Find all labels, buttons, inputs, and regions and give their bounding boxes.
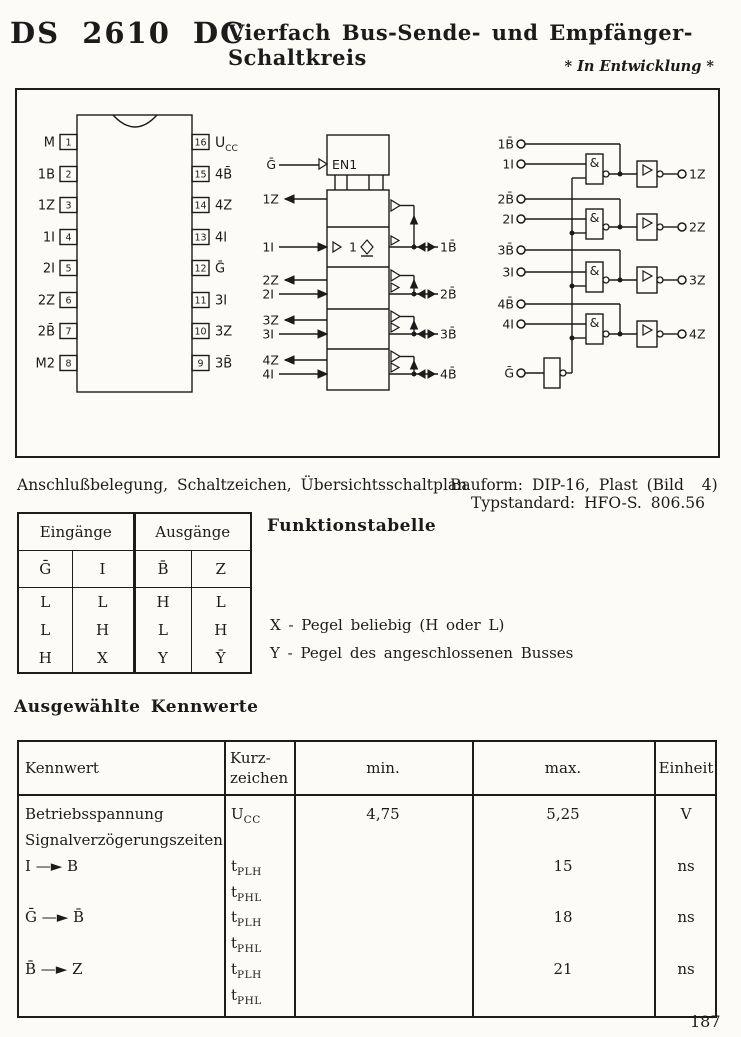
signal-label: 1I: [502, 156, 514, 172]
bauform-note: Bauform: DIP-16, Plast (Bild 4): [450, 476, 718, 494]
table-cell: H: [72, 616, 134, 644]
kennwerte-heading: Ausgewählte Kennwerte: [14, 697, 259, 717]
bus-label: 3B̄: [497, 242, 514, 258]
pin-number: 16: [194, 137, 207, 149]
table-cell: 5,25: [546, 805, 580, 823]
pin-label: 2B̄: [37, 324, 55, 340]
table-header-cell: Ḡ: [18, 551, 72, 588]
table-cell: 15: [553, 857, 573, 875]
table-cell: V: [680, 805, 692, 823]
table-cell-symbol: $U_{CC}$: [231, 805, 261, 826]
table-cell-symbol: $t_{PLH}$: [231, 960, 262, 981]
signal-label: 4I: [502, 316, 514, 332]
signal-label: 3Z: [262, 312, 279, 328]
output-label: 1Z: [689, 166, 706, 182]
and-gate-label: &: [589, 155, 600, 170]
pin-number: 3: [65, 200, 72, 212]
and-gate-label: &: [589, 210, 600, 225]
table-header-cell: Kennwert: [25, 759, 99, 777]
table-cell: H: [18, 644, 72, 673]
column-divider: [654, 742, 656, 1016]
table-cell: H: [191, 616, 251, 644]
pin-label: 3B̄: [215, 356, 233, 372]
table-cell: L: [191, 588, 251, 617]
table-cell: ns: [677, 908, 695, 926]
table-cell-symbol: $t_{PHL}$: [231, 986, 262, 1007]
and-gate-label: &: [589, 315, 600, 330]
bus-label: 3B̄: [440, 326, 457, 342]
signal-label: 2I: [262, 286, 274, 302]
enable-label: Ḡ: [266, 157, 276, 172]
page-title: Vierfach Bus-Sende- und Empfänger-Schaltkreis: [228, 20, 693, 70]
pin-label: M2: [35, 356, 55, 372]
signal-label: 2I: [502, 211, 514, 227]
pin-label: 1I: [42, 230, 55, 246]
table-cell: ns: [677, 857, 695, 875]
table-cell-symbol: $t_{PLH}$: [231, 908, 262, 929]
table-cell: ns: [677, 960, 695, 978]
pin-label: 3I: [215, 293, 228, 309]
table-cell: Y: [134, 644, 191, 673]
table-cell: 4,75: [366, 805, 400, 823]
and-gate-label: &: [589, 263, 600, 278]
pin-number: 11: [194, 295, 207, 307]
figure-panel: [15, 88, 720, 458]
column-divider: [472, 742, 474, 1016]
kennwerte-table: [17, 740, 717, 1018]
table-header-cell: max.: [544, 759, 582, 777]
table-group-header: Ausgänge: [134, 513, 251, 551]
pin-number: 13: [194, 232, 207, 244]
table-cell: B̄ —► Z: [25, 960, 83, 978]
table-cell-symbol: $t_{PLH}$: [231, 857, 262, 878]
pin-number: 4: [65, 232, 72, 244]
function-table: [17, 512, 252, 674]
table-cell: L: [134, 616, 191, 644]
table-cell-symbol: $t_{PHL}$: [231, 883, 262, 904]
table-cell: Ȳ: [191, 644, 251, 673]
pin-label: 2I: [42, 261, 55, 277]
pin-label: 4B̄: [215, 167, 233, 183]
pin-number: 5: [65, 263, 72, 275]
signal-label: 4Z: [262, 352, 279, 368]
table-cell: 18: [553, 908, 573, 926]
table-cell-symbol: $t_{PHL}$: [231, 934, 262, 955]
table-header-cell: B̄: [134, 551, 191, 588]
signal-label: 3I: [262, 326, 274, 342]
signal-label: 3I: [502, 264, 514, 280]
figure-caption-right: [450, 476, 718, 512]
table-header-cell: Kurz-: [230, 749, 271, 767]
bus-label: 1B̄: [497, 136, 514, 152]
table-cell: L: [72, 588, 134, 617]
development-status: * In Entwicklung *: [564, 58, 714, 75]
figure-caption: Anschlußbelegung, Schaltzeichen, Übersichtsschaltplan: [17, 476, 468, 494]
pin-number: 6: [65, 295, 72, 307]
enable-block-label: EN1: [332, 157, 358, 172]
pin-number: 8: [65, 358, 72, 370]
table-header-cell: Einheit: [658, 759, 714, 777]
pin-label: 3Z: [215, 324, 233, 340]
pin-label: Ḡ: [215, 261, 226, 277]
driver-one-label: 1: [349, 239, 357, 255]
table-cell: Signalverzögerungszeiten: [25, 831, 223, 849]
typstandard-note: Typstandard: HFO-S. 806.56: [471, 494, 706, 512]
function-table-heading: Funktionstabelle: [267, 516, 437, 536]
pin-number: 14: [194, 200, 207, 212]
pin-label: 1B: [37, 167, 55, 183]
page-number: 187: [690, 1012, 721, 1031]
pin-label: 4I: [215, 230, 228, 246]
bus-label: 1B̄: [440, 239, 457, 255]
bus-label: 2B̄: [497, 191, 514, 207]
table-cell: 21: [553, 960, 573, 978]
output-label: 4Z: [689, 326, 706, 342]
signal-label: 4I: [262, 366, 274, 382]
table-header-cell: Z: [191, 551, 251, 588]
signal-label: 1Z: [262, 191, 279, 207]
table-group-header: Eingänge: [18, 513, 134, 551]
pin-label: 4Z: [215, 198, 233, 214]
bus-label: 4B̄: [497, 296, 514, 312]
header-divider: [19, 794, 715, 796]
output-label: 3Z: [689, 272, 706, 288]
bus-label: 2B̄: [440, 286, 457, 302]
column-divider: [224, 742, 226, 1016]
table-cell: H: [134, 588, 191, 617]
table-header-cell: min.: [366, 759, 400, 777]
table-cell: I —► B: [25, 857, 79, 875]
pin-number: 10: [194, 326, 207, 338]
column-divider: [294, 742, 296, 1016]
pin-number: 2: [65, 169, 72, 181]
table-cell: X: [72, 644, 134, 673]
signal-label: 1I: [262, 239, 274, 255]
enable-label: Ḡ: [504, 365, 514, 381]
pin-number: 1: [65, 137, 72, 149]
table-header-cell: zeichen: [230, 769, 289, 787]
pin-number: 12: [194, 263, 207, 275]
pin-number: 7: [65, 326, 72, 338]
dip-package: [36, 115, 238, 392]
pin-number: 9: [197, 358, 204, 370]
pin-label-ucc: $U_{CC}$: [215, 135, 238, 154]
pin-label: 2Z: [37, 293, 55, 309]
bus-label: 4B̄: [440, 366, 457, 382]
table-cell: L: [18, 616, 72, 644]
output-label: 2Z: [689, 219, 706, 235]
part-number: DS 2610 DC: [10, 16, 246, 50]
figure-drawing: [17, 90, 718, 456]
table-cell: Betriebsspannung: [25, 805, 164, 823]
table-cell: L: [18, 588, 72, 617]
pin-label: 1Z: [37, 198, 55, 214]
circuit-symbol: [262, 135, 456, 390]
pin-number: 15: [194, 169, 207, 181]
overview-schematic: [497, 137, 705, 389]
note-y: Y - Pegel des angeschlossenen Busses: [270, 644, 574, 662]
pin-label: M: [43, 135, 55, 151]
signal-label: 2Z: [262, 272, 279, 288]
table-header-cell: I: [72, 551, 134, 588]
note-x: X - Pegel beliebig (H oder L): [270, 616, 505, 634]
table-cell: Ḡ —► B̄: [25, 908, 85, 926]
